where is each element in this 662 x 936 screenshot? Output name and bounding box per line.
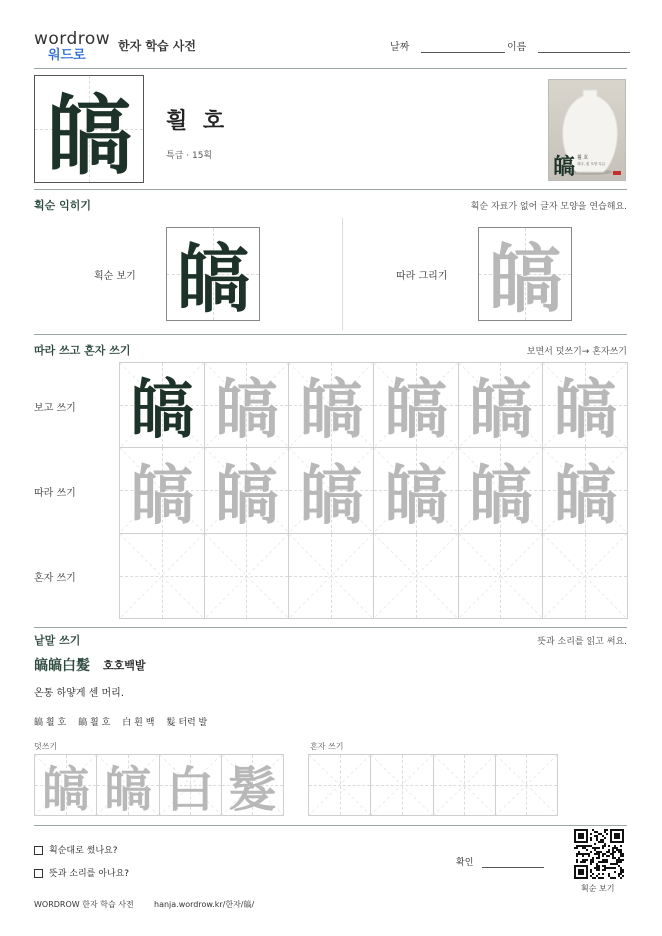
stroke-view-character: 皜 (176, 237, 250, 321)
word-trace-grid (34, 754, 283, 816)
thumbnail-image (548, 79, 626, 181)
practice-character: 皜 (129, 458, 194, 534)
thumb-reading: 흴 호 (577, 155, 589, 161)
footer-brand: WORDROW 한자 학습 사전 (34, 900, 134, 909)
practice-cell[interactable] (542, 362, 628, 448)
character-reading: 흴 호 (166, 109, 229, 134)
practice-character: 皜 (383, 458, 448, 534)
divider-2 (34, 334, 627, 335)
footer-url[interactable]: hanja.wordrow.kr/한자/皜/ (154, 900, 255, 909)
stroke-divider-vertical (342, 218, 343, 330)
word-solo-cell[interactable] (495, 754, 558, 816)
word-part: 皜 흴 호 (78, 718, 111, 728)
word-parts (34, 715, 207, 728)
practice-character: 皜 (299, 373, 364, 449)
row-label-solo: 혼자 쓰기 (34, 573, 76, 584)
practice-cell[interactable] (119, 533, 205, 619)
practice-cell[interactable] (458, 362, 544, 448)
practice-cell[interactable] (119, 447, 205, 533)
stroke-trace-character: 皜 (488, 237, 562, 321)
row-label-see: 보고 쓰기 (34, 403, 76, 414)
character-meta: 특급 · 15획 (166, 151, 213, 161)
practice-character: 皜 (383, 373, 448, 449)
divider-1 (34, 189, 627, 190)
word-hanja: 皜皜白髮 (34, 658, 90, 674)
checkbox-meaning-sound[interactable] (34, 869, 43, 878)
word-solo-cell[interactable] (308, 754, 371, 816)
practice-character: 髮 (228, 761, 277, 816)
word-solo-grid (308, 754, 557, 816)
divider-4 (34, 825, 627, 826)
confirm-label: 확인 (456, 858, 474, 868)
word-trace-cell[interactable] (221, 754, 284, 816)
practice-character: 皜 (553, 373, 618, 449)
practice-character: 皜 (214, 373, 279, 449)
word-reading: 호호백발 (103, 659, 146, 672)
practice-cell[interactable] (204, 447, 290, 533)
qr-code[interactable] (574, 829, 624, 879)
practice-character: 皜 (468, 373, 533, 449)
thumb-character: 皜 (553, 154, 576, 180)
word-trace-cell[interactable] (34, 754, 97, 816)
thumb-badge (613, 171, 621, 175)
main-character-box (34, 75, 144, 183)
word-section-title: 낱말 쓰기 (34, 634, 81, 647)
practice-character: 皜 (41, 761, 90, 816)
main-character: 皜 (46, 86, 132, 183)
word-solo-cell[interactable] (433, 754, 496, 816)
word-part: 白 흰 백 (122, 718, 155, 728)
practice-grid (119, 362, 627, 618)
practice-character: 皜 (553, 458, 618, 534)
word-part: 髮 터럭 발 (166, 718, 208, 728)
word-solo-label: 혼자 쓰기 (310, 742, 344, 751)
logo-korean: 워드로 (48, 48, 86, 63)
date-field[interactable] (390, 38, 505, 53)
row-label-trace: 따라 쓰기 (34, 488, 76, 499)
word-solo-cell[interactable] (370, 754, 433, 816)
practice-section-note: 보면서 덧쓰기→ 혼자쓰기 (526, 347, 627, 357)
stroke-section-title: 획순 익히기 (34, 199, 91, 212)
practice-character: 皜 (299, 458, 364, 534)
practice-cell[interactable] (288, 447, 374, 533)
word-trace-label: 덧쓰기 (34, 742, 58, 751)
practice-cell[interactable] (542, 533, 628, 619)
header-title: 한자 학습 사전 (118, 39, 196, 53)
logo-wordrow: wordrow (34, 29, 111, 49)
practice-cell[interactable] (288, 362, 374, 448)
practice-cell[interactable] (288, 533, 374, 619)
confirm-field[interactable] (456, 855, 544, 868)
check-stroke-order[interactable]: 획순대로 썼나요? (34, 843, 118, 856)
check-meaning-sound[interactable]: 뜻과 소리를 아나요? (34, 866, 129, 879)
stroke-view-label: 획순 보기 (94, 271, 136, 282)
practice-character: 皜 (129, 373, 194, 449)
word-section-note: 뜻과 소리를 읽고 써요. (537, 637, 627, 647)
practice-cell[interactable] (373, 362, 459, 448)
header-divider (34, 68, 627, 69)
divider-3 (34, 627, 627, 628)
practice-cell[interactable] (373, 447, 459, 533)
practice-character: 白 (166, 761, 215, 816)
word-part: 皜 흴 호 (34, 718, 67, 728)
word-trace-cell[interactable] (159, 754, 222, 816)
checkbox-stroke-order[interactable] (34, 846, 43, 855)
name-field[interactable] (507, 38, 630, 53)
qr-code-icon (574, 829, 624, 879)
practice-cell (119, 362, 205, 448)
logo (34, 29, 111, 64)
word-trace-cell[interactable] (96, 754, 159, 816)
practice-cell[interactable] (458, 447, 544, 533)
practice-character: 皜 (103, 761, 152, 816)
stroke-section-note: 획순 자료가 없어 글자 모양을 연습해요. (470, 202, 627, 212)
word-meaning: 온통 하얗게 센 머리. (34, 688, 124, 699)
practice-character: 皜 (214, 458, 279, 534)
practice-cell[interactable] (458, 533, 544, 619)
name-label: 이름 (507, 42, 527, 53)
qr-label: 획순 보기 (581, 884, 615, 893)
stroke-trace-label: 따라 그리기 (396, 271, 448, 282)
practice-cell[interactable] (204, 533, 290, 619)
thumb-sub: 희다, 흰 모양 특급 (577, 162, 606, 166)
practice-section-title: 따라 쓰고 혼자 쓰기 (34, 344, 131, 357)
stroke-view-box (166, 227, 260, 321)
practice-character: 皜 (468, 458, 533, 534)
practice-cell[interactable] (204, 362, 290, 448)
practice-cell[interactable] (542, 447, 628, 533)
date-label: 날짜 (390, 42, 410, 53)
stroke-trace-box[interactable] (478, 227, 572, 321)
practice-cell[interactable] (373, 533, 459, 619)
